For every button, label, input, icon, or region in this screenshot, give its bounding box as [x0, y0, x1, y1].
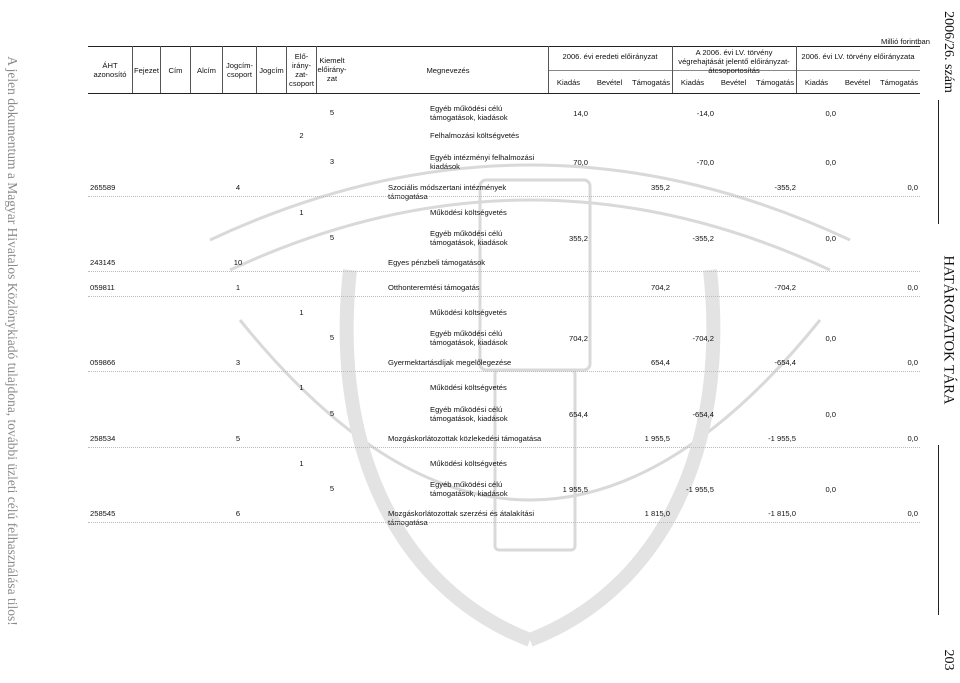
aht-cell: 265589 — [90, 183, 116, 192]
item-name: Működési költségvetés — [430, 208, 507, 217]
row-separator — [88, 371, 920, 372]
tamogatas-1-cell: 1 815,0 — [644, 509, 670, 518]
row-separator — [88, 447, 920, 448]
kiemelt-cell: 5 — [329, 409, 335, 418]
tamogatas-3-cell: 0,0 — [907, 358, 918, 367]
kiadas-1-cell: 70,0 — [573, 158, 588, 167]
kiadas-1-cell: 654,4 — [568, 410, 588, 419]
eloiranyzatcsoport-cell: 1 — [299, 308, 304, 317]
jogcimcsoport-cell: 6 — [235, 509, 241, 518]
header-eloiranyzatcsoport: Elő-irány-zat-csoport — [289, 52, 314, 88]
kiadas-1-cell: 704,2 — [568, 334, 588, 343]
eloiranyzatcsoport-cell: 2 — [299, 131, 304, 140]
tamogatas-2-cell: -654,4 — [774, 358, 796, 367]
jogcimcsoport-cell: 3 — [235, 358, 241, 367]
header-fejezet: Fejezet — [134, 66, 159, 75]
header-kiadas-2: Kiadás — [680, 78, 705, 87]
header-kiadas-3: Kiadás — [804, 78, 829, 87]
tamogatas-2-cell: -1 815,0 — [768, 509, 796, 518]
item-name: Otthonteremtési támogatás — [388, 283, 480, 292]
kiadas-3-cell: 0,0 — [825, 334, 836, 343]
kiemelt-cell: 3 — [329, 157, 335, 166]
tamogatas-1-cell: 1 955,5 — [644, 434, 670, 443]
item-name: Egyéb működési célú támogatások, kiadások — [430, 405, 508, 423]
kiadas-3-cell: 0,0 — [825, 410, 836, 419]
header-megnevezes: Megnevezés — [426, 66, 470, 75]
tamogatas-2-cell: -704,2 — [774, 283, 796, 292]
kiadas-1-cell: 14,0 — [573, 109, 588, 118]
item-name: Működési költségvetés — [430, 459, 507, 468]
header-aht: ÁHT azonosító — [93, 61, 127, 79]
item-name: Működési költségvetés — [430, 383, 507, 392]
right-rule-1 — [938, 100, 939, 224]
aht-cell: 243145 — [90, 258, 116, 267]
header-cim: Cím — [168, 66, 183, 75]
item-name: Egyéb működési célú támogatások, kiadások — [430, 329, 508, 347]
alcim-cell: 10 — [233, 258, 243, 267]
header-kiadas-1: Kiadás — [556, 78, 581, 87]
aht-cell: 059811 — [90, 283, 115, 292]
kiadas-3-cell: 0,0 — [825, 234, 836, 243]
tamogatas-1-cell: 704,2 — [650, 283, 670, 292]
row-separator — [88, 196, 920, 197]
issue-label: 2006/26. szám — [941, 11, 956, 93]
kiadas-2-cell: -355,2 — [692, 234, 714, 243]
row-separator — [88, 522, 920, 523]
item-name: Egyéb működési célú támogatások, kiadások — [430, 104, 508, 122]
eloiranyzatcsoport-cell: 1 — [299, 383, 304, 392]
left-margin-disclaimer — [0, 0, 24, 683]
kiadas-2-cell: -70,0 — [696, 158, 714, 167]
tamogatas-1-cell: 355,2 — [650, 183, 670, 192]
item-name: Működési költségvetés — [430, 308, 507, 317]
kiadas-3-cell: 0,0 — [825, 158, 836, 167]
row-separator — [88, 271, 920, 272]
eloiranyzatcsoport-cell: 1 — [299, 208, 304, 217]
right-rule-2 — [938, 445, 939, 615]
header-bevetel-3: Bevétel — [844, 78, 871, 87]
header-bevetel-2: Bevétel — [720, 78, 747, 87]
header-bevetel-1: Bevétel — [596, 78, 623, 87]
item-name: Mozgáskorlátozottak szerzési és átalakítási támogatása — [388, 509, 535, 527]
kiadas-2-cell: -1 955,5 — [686, 485, 714, 494]
header-bottom-rule — [88, 93, 920, 94]
right-margin — [936, 0, 960, 683]
alcim-cell: 4 — [235, 183, 241, 192]
tamogatas-2-cell: -1 955,5 — [768, 434, 796, 443]
item-name: Egyéb intézményi felhalmozási kiadások — [430, 153, 535, 171]
item-name: Egyes pénzbeli támogatások — [388, 258, 486, 267]
tamogatas-3-cell: 0,0 — [907, 509, 918, 518]
kiadas-1-cell: 355,2 — [568, 234, 588, 243]
kiemelt-cell: 5 — [329, 108, 335, 117]
header-kiemelt: Kiemelt előirány-zat — [317, 56, 347, 83]
eloiranyzatcsoport-cell: 1 — [299, 459, 304, 468]
tamogatas-1-cell: 654,4 — [650, 358, 670, 367]
row-separator — [88, 296, 920, 297]
section-title: HATÁROZATOK TÁRA — [940, 255, 957, 405]
tamogatas-3-cell: 0,0 — [907, 283, 918, 292]
header-tamogatas-2: Támogatás — [756, 78, 794, 87]
header-group1: 2006. évi eredeti előirányzat — [562, 52, 658, 61]
aht-cell: 059866 — [90, 358, 116, 367]
unit-note: Millió forintban — [881, 37, 930, 46]
header-jogcimcsoport: Jogcím-csoport — [225, 61, 253, 79]
header-tamogatas-3: Támogatás — [880, 78, 918, 87]
kiadas-3-cell: 0,0 — [825, 485, 836, 494]
item-name: Szociális módszertani intézmények támogatása — [388, 183, 507, 201]
aht-cell: 258545 — [90, 509, 116, 518]
disclaimer-text: A jelen dokumentum a Magyar Hivatalos Közlönykiadó tulajdona, további üzleti célú felhasználása tilos! — [5, 56, 20, 626]
item-name: Gyermektartásdíjak megelőlegezése — [388, 358, 512, 367]
kiemelt-cell: 5 — [329, 233, 335, 242]
item-name: Egyéb működési célú támogatások, kiadások — [430, 480, 508, 498]
tamogatas-2-cell: -355,2 — [774, 183, 796, 192]
header-group2: A 2006. évi LV. törvény végrehajtását jelentő előirányzat-átcsoportosítás — [678, 48, 790, 75]
kiemelt-cell: 5 — [329, 484, 335, 493]
page-number: 203 — [941, 649, 956, 671]
kiadas-2-cell: -704,2 — [692, 334, 714, 343]
kiemelt-cell: 5 — [329, 333, 335, 342]
kiadas-3-cell: 0,0 — [825, 109, 836, 118]
jogcimcsoport-cell: 1 — [235, 283, 241, 292]
jogcimcsoport-cell: 5 — [235, 434, 241, 443]
tamogatas-3-cell: 0,0 — [907, 183, 918, 192]
item-name: Egyéb működési célú támogatások, kiadások — [430, 229, 508, 247]
kiadas-1-cell: 1 955,5 — [562, 485, 588, 494]
tamogatas-3-cell: 0,0 — [907, 434, 918, 443]
item-name: Felhalmozási költségvetés — [430, 131, 520, 140]
header-group3: 2006. évi LV. törvény előirányzata — [801, 52, 915, 61]
kiadas-2-cell: -654,4 — [692, 410, 714, 419]
header-tamogatas-1: Támogatás — [632, 78, 670, 87]
item-name: Mozgáskorlátozottak közlekedési támogatása — [388, 434, 542, 443]
aht-cell: 258534 — [90, 434, 116, 443]
header-jogcim: Jogcím — [259, 66, 284, 75]
header-alcim: Alcím — [197, 66, 216, 75]
kiadas-2-cell: -14,0 — [696, 109, 714, 118]
